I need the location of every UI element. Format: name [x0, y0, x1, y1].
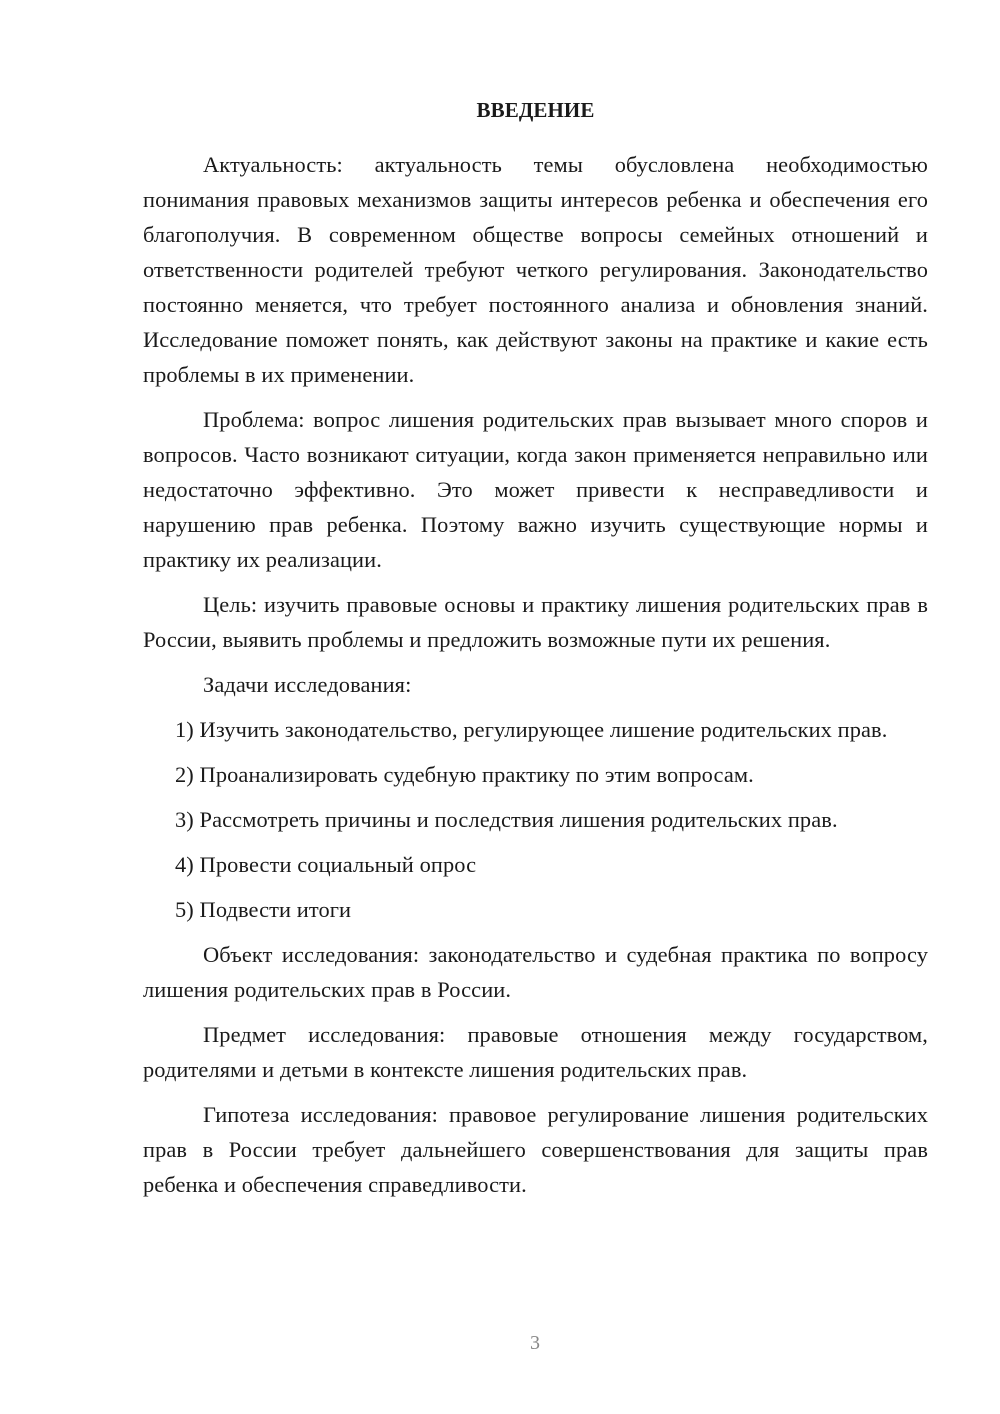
task-item: 1) Изучить законодательство, регулирующее лишение родительских прав. [175, 717, 888, 742]
page-title: ВВЕДЕНИЕ [476, 98, 595, 122]
paragraph-object: Объект исследования: законодательство и судебная практика по вопросу лишения родительских прав в России. [143, 942, 928, 1002]
tasks-heading: Задачи исследования: [203, 672, 412, 697]
paragraph-goal: Цель: изучить правовые основы и практику лишения родительских прав в России, выявить проблемы и предложить возможные пути их решения. [143, 592, 928, 652]
paragraph-problem: Проблема: вопрос лишения родительских прав вызывает много споров и вопросов. Часто возникают ситуации, когда закон применяется неправильно или недостаточно эффективно. Это может привести к несправедливости и нарушению прав ребенка. Поэтому важно изучить существующие нормы и практику их реализации. [143, 407, 928, 572]
page-content [143, 92, 928, 1202]
page-number: 3 [530, 1332, 540, 1354]
task-item: 5) Подвести итоги [175, 897, 352, 922]
task-item: 3) Рассмотреть причины и последствия лишения родительских прав. [175, 807, 838, 832]
task-item: 4) Провести социальный опрос [175, 852, 477, 877]
paragraph-subject: Предмет исследования: правовые отношения между государством, родителями и детьми в контексте лишения родительских прав. [143, 1022, 928, 1082]
paragraph-hypothesis: Гипотеза исследования: правовое регулирование лишения родительских прав в России требует дальнейшего совершенствования для защиты прав ребенка и обеспечения справедливости. [143, 1102, 928, 1197]
task-item: 2) Проанализировать судебную практику по этим вопросам. [175, 762, 754, 787]
paragraph-relevance: Актуальность: актуальность темы обусловлена необходимостью понимания правовых механизмов защиты интересов ребенка и обеспечения его благополучия. В современном обществе вопросы семейных отношений и ответственности родителей требуют четкого регулирования. Законодательство постоянно меняется, что требует постоянного анализа и обновления знаний. Исследование поможет понять, как действуют законы на практике и какие есть проблемы в их применении. [143, 152, 928, 387]
